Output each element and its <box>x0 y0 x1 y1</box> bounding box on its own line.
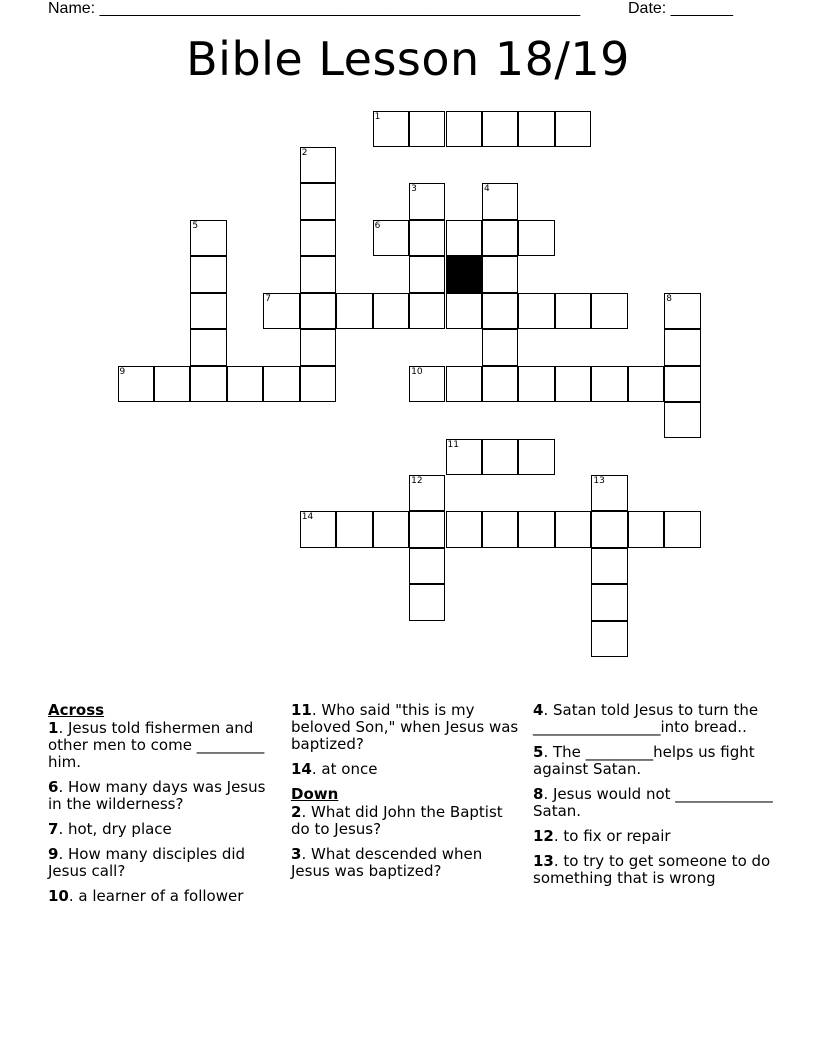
grid-cell[interactable] <box>263 366 299 402</box>
clue-text: hot, dry place <box>67 820 172 838</box>
grid-cell[interactable] <box>409 548 445 584</box>
grid-cell[interactable] <box>446 111 482 147</box>
grid-cell[interactable] <box>482 220 518 256</box>
grid-cell[interactable] <box>190 293 226 329</box>
clue-text: to try to get someone to do something that is wrong <box>533 852 771 887</box>
grid-cell[interactable] <box>446 220 482 256</box>
grid-cell[interactable] <box>482 293 518 329</box>
grid-cell[interactable] <box>482 183 518 219</box>
clue-text: Jesus would not _____________ Satan. <box>533 785 773 820</box>
grid-cell[interactable] <box>518 220 554 256</box>
grid-cell[interactable] <box>300 256 336 292</box>
clue-number: 1 <box>48 719 59 737</box>
grid-cell[interactable] <box>190 256 226 292</box>
clue-number-label: 12 <box>411 476 423 486</box>
grid-cell[interactable] <box>518 439 554 475</box>
clue-text: at once <box>321 760 378 778</box>
clue-across-14: 14. at once <box>291 760 378 778</box>
grid-cell[interactable] <box>300 511 336 547</box>
clue-number: 14 <box>291 760 312 778</box>
grid-cell[interactable] <box>373 511 409 547</box>
clue-text: to fix or repair <box>563 827 671 845</box>
grid-cell[interactable] <box>336 511 372 547</box>
grid-cell[interactable] <box>482 256 518 292</box>
grid-cell[interactable] <box>409 511 445 547</box>
grid-cell[interactable] <box>591 293 627 329</box>
clue-text: Jesus told fishermen and other men to come _________ him. <box>48 719 265 771</box>
clue-number: 10 <box>48 887 69 905</box>
clue-number: 6 <box>48 778 59 796</box>
clue-number-label: 4 <box>484 184 490 195</box>
grid-cell[interactable] <box>300 147 336 183</box>
grid-cell[interactable] <box>518 111 554 147</box>
grid-cell[interactable] <box>518 293 554 329</box>
clue-text: How many disciples did Jesus call? <box>48 845 246 880</box>
clue-text: a learner of a follower <box>78 887 244 905</box>
grid-cell[interactable] <box>300 366 336 402</box>
grid-cell[interactable] <box>591 584 627 620</box>
clue-number: 5 <box>533 743 544 761</box>
grid-cell[interactable] <box>409 366 445 402</box>
clue-text: Who said "this is my beloved Son," when Jesus was baptized? <box>291 701 519 753</box>
clues-column-2 <box>291 702 523 888</box>
clue-number-label: 6 <box>374 220 381 231</box>
grid-cell[interactable] <box>628 366 664 402</box>
clue-text: Satan told Jesus to turn the _________________into bread.. <box>533 701 759 736</box>
clue-number: 9 <box>48 845 59 863</box>
clue-text: How many days was Jesus in the wilderness? <box>48 778 266 813</box>
grid-cell[interactable] <box>190 366 226 402</box>
grid-cell[interactable] <box>482 366 518 402</box>
clues-column-1 <box>48 702 280 913</box>
grid-cell[interactable] <box>482 329 518 365</box>
grid-cell[interactable] <box>518 511 554 547</box>
grid-cell[interactable] <box>300 293 336 329</box>
grid-cell[interactable] <box>409 183 445 219</box>
grid-cell[interactable] <box>409 111 445 147</box>
grid-cell[interactable] <box>664 329 700 365</box>
clues-column-3 <box>533 702 773 895</box>
clue-number: 4 <box>533 701 544 719</box>
clue-number-label: 13 <box>593 476 605 486</box>
grid-cell[interactable] <box>591 511 627 547</box>
clue-number: 7 <box>48 820 59 838</box>
grid-cell[interactable] <box>373 111 409 147</box>
clue-number: 3 <box>291 845 302 863</box>
grid-cell[interactable] <box>518 366 554 402</box>
name-field-label: Name: ______________________________________________________ <box>48 0 581 17</box>
grid-cell[interactable] <box>555 293 591 329</box>
clue-down-5: 5. The _________helps us fight against Satan. <box>533 743 755 778</box>
grid-cell[interactable] <box>664 366 700 402</box>
grid-cell[interactable] <box>591 548 627 584</box>
grid-cell[interactable] <box>482 111 518 147</box>
clue-across-11: 11. Who said "this is my beloved Son," when Jesus was baptized? <box>291 701 519 753</box>
clue-across-7: 7. hot, dry place <box>48 820 172 838</box>
grid-cell[interactable] <box>555 511 591 547</box>
grid-cell[interactable] <box>409 256 445 292</box>
grid-cell[interactable] <box>591 475 627 511</box>
grid-cell[interactable] <box>300 329 336 365</box>
clue-number: 8 <box>533 785 544 803</box>
date-field-label: Date: _______ <box>628 0 733 17</box>
clue-down-2: 2. What did John the Baptist do to Jesus? <box>291 803 503 838</box>
grid-cell[interactable] <box>336 293 372 329</box>
clue-number: 13 <box>533 852 554 870</box>
clue-down-8: 8. Jesus would not _____________ Satan. <box>533 785 773 820</box>
grid-cell[interactable] <box>664 402 700 438</box>
grid-cell[interactable] <box>482 511 518 547</box>
clue-down-12: 12. to fix or repair <box>533 827 671 845</box>
clue-number: 12 <box>533 827 554 845</box>
grid-cell[interactable] <box>446 293 482 329</box>
grid-cell[interactable] <box>263 293 299 329</box>
clue-text: What descended when Jesus was baptized? <box>291 845 483 880</box>
grid-cell[interactable] <box>409 475 445 511</box>
page-title: Bible Lesson 18/19 <box>186 32 630 86</box>
grid-cell[interactable] <box>118 366 154 402</box>
clue-text: The _________helps us fight against Satan. <box>533 743 755 778</box>
grid-cell[interactable] <box>664 511 700 547</box>
clue-down-4: 4. Satan told Jesus to turn the _________________into bread.. <box>533 701 759 736</box>
clue-number-label: 11 <box>447 439 459 450</box>
clue-number-label: 9 <box>119 366 126 377</box>
clue-number: 11 <box>291 701 312 719</box>
grid-cell[interactable] <box>373 220 409 256</box>
clue-number: 2 <box>291 803 302 821</box>
grid-cell[interactable] <box>664 293 700 329</box>
clue-number-label: 5 <box>192 220 199 231</box>
clue-number-label: 3 <box>411 184 417 195</box>
grid-cell[interactable] <box>446 511 482 547</box>
clue-number-label: 10 <box>411 366 423 377</box>
clue-across-9: 9. How many disciples did Jesus call? <box>48 845 246 880</box>
grid-cell[interactable] <box>628 511 664 547</box>
grid-cell[interactable] <box>446 439 482 475</box>
grid-cell[interactable] <box>555 366 591 402</box>
clue-down-13: 13. to try to get someone to do something that is wrong <box>533 852 771 887</box>
grid-cell[interactable] <box>154 366 190 402</box>
clue-number-label: 8 <box>666 293 672 304</box>
grid-cell[interactable] <box>555 111 591 147</box>
clue-text: What did John the Baptist do to Jesus? <box>291 803 503 838</box>
grid-cell[interactable] <box>190 220 226 256</box>
clue-number-label: 14 <box>301 512 314 523</box>
grid-cell[interactable] <box>409 584 445 620</box>
grid-cell[interactable] <box>227 366 263 402</box>
black-square <box>446 256 482 292</box>
grid-cell[interactable] <box>409 293 445 329</box>
grid-cell[interactable] <box>591 366 627 402</box>
grid-cell[interactable] <box>446 366 482 402</box>
clue-number-label: 7 <box>265 293 272 304</box>
clue-down-3: 3. What descended when Jesus was baptized? <box>291 845 483 880</box>
grid-cell[interactable] <box>409 220 445 256</box>
grid-cell[interactable] <box>591 621 627 657</box>
grid-cell[interactable] <box>300 183 336 219</box>
grid-cell[interactable] <box>300 220 336 256</box>
clue-number-label: 1 <box>374 111 381 122</box>
down-heading: Down <box>291 785 339 803</box>
grid-cell[interactable] <box>373 293 409 329</box>
across-heading: Across <box>48 701 105 719</box>
clue-across-10: 10. a learner of a follower <box>48 887 244 905</box>
grid-cell[interactable] <box>482 439 518 475</box>
clue-number-label: 2 <box>301 147 308 158</box>
clue-across-1: 1. Jesus told fishermen and other men to come _________ him. <box>48 719 265 771</box>
clue-across-6: 6. How many days was Jesus in the wilderness? <box>48 778 266 813</box>
grid-cell[interactable] <box>190 329 226 365</box>
